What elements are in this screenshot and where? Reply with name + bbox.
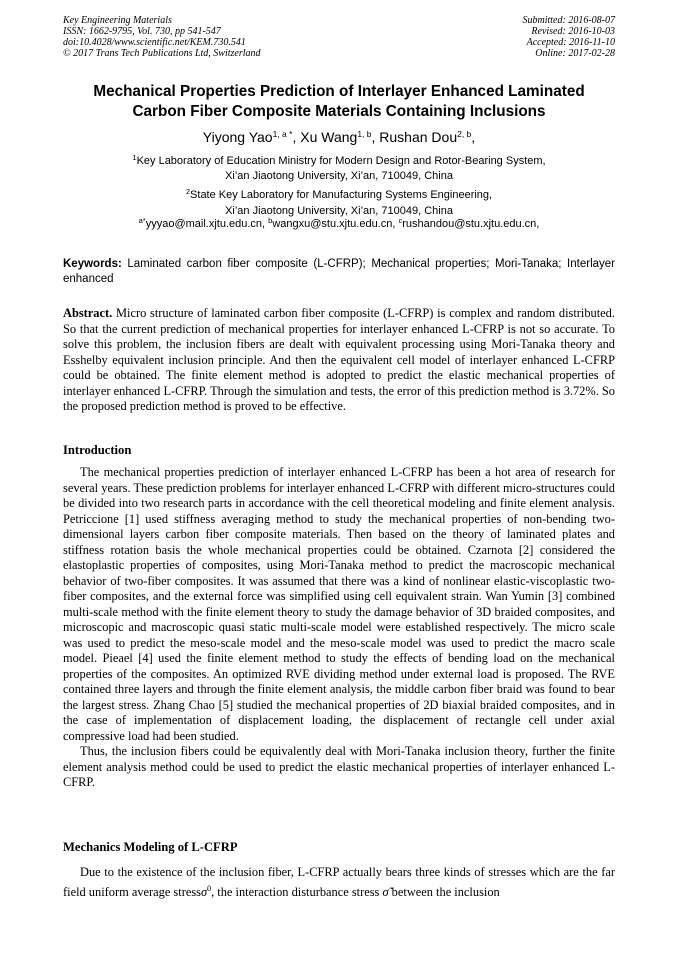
text-run: , the interaction disturbance stress <box>211 884 383 899</box>
paper-title <box>63 82 615 122</box>
email-mark: c <box>398 216 403 225</box>
date-accepted: Accepted: 2016-11-10 <box>526 37 615 48</box>
abstract-text: Micro structure of laminated carbon fiber composite (L-CFRP) is complex and random distributed. So that the current prediction of mechanical properties for interlayer enhanced L-CFRP is not so accurate. To solve this problem, the inclusion fibers are dealt with equivalent processing using Mori-Tanaka theory and Esshelby equivalent inclusion principle. And then the equivalent cell model of interlayer enhanced L-CFRP could be obtained. The finite element method is adopted to predict the elastic mechanical properties of interlayer enhanced L-CFRP. Through the simulation and tests, the error of this prediction method is 3.72%. So the proposed prediction method is proved to be effective. <box>63 306 615 413</box>
email-address: yyyao@mail.xjtu.edu.cn, <box>145 218 269 230</box>
journal-info <box>63 15 383 59</box>
affiliation-2-address: Xi’an Jiaotong University, Xi’an, 710049, China <box>225 204 453 217</box>
email-mark: a* <box>138 216 146 225</box>
mechanics-body <box>63 865 615 900</box>
affiliations <box>63 150 615 219</box>
affiliation-1-address: Xi’an Jiaotong University, Xi’an, 710049, China <box>225 170 453 183</box>
author-affiliation-mark: 2, b <box>457 129 472 139</box>
date-online: Online: 2017-02-28 <box>535 48 615 59</box>
author-separator: , <box>371 129 380 145</box>
paragraph <box>63 865 615 900</box>
keywords-label: Keywords: <box>63 258 122 270</box>
title-line-1: Mechanical Properties Prediction of Interlayer Enhanced Laminated <box>93 83 585 100</box>
text-run: between the inclusion <box>388 884 500 899</box>
author-affiliation-mark: 1, b <box>357 129 372 139</box>
date-submitted: Submitted: 2016-08-07 <box>522 15 615 26</box>
affiliation-text: State Key Laboratory for Manufacturing Systems Engineering, <box>190 189 493 202</box>
keywords-text: Laminated carbon fiber composite (L-CFRP); Mechanical properties; Mori-Tanaka; Interlayer enhanced <box>63 258 615 285</box>
author-separator: , <box>471 129 476 145</box>
sigma-tilde-symbol: σ̃ <box>382 884 389 899</box>
email-mark: b <box>268 216 273 225</box>
journal-copyright: © 2017 Trans Tech Publications Ltd, Switzerland <box>63 48 261 59</box>
author-emails <box>63 214 615 231</box>
journal-doi: doi:10.4028/www.scientific.net/KEM.730.541 <box>63 37 246 48</box>
author-list <box>63 125 615 146</box>
email-address: rushandou@stu.xjtu.edu.cn, <box>402 218 540 230</box>
publication-dates <box>395 15 615 59</box>
section-heading-introduction: Introduction <box>63 443 132 457</box>
sigma-superscript: 0 <box>207 883 212 893</box>
paragraph: Thus, the inclusion fibers could be equivalently deal with Mori-Tanaka inclusion theory, further the finite element analysis method could be used to predict the elastic mechanical properties of interlayer enhanced L-CFRP. <box>63 744 615 789</box>
author-name: Xu Wang <box>300 129 358 145</box>
author-separator: , <box>292 129 301 145</box>
affiliation-mark: 1 <box>132 153 137 162</box>
author-name: Rushan Dou <box>379 129 458 145</box>
email-address: wangxu@stu.xjtu.edu.cn, <box>272 218 399 230</box>
journal-name: Key Engineering Materials <box>63 15 172 26</box>
affiliation-1 <box>63 150 615 169</box>
date-revised: Revised: 2016-10-03 <box>531 26 615 37</box>
journal-issn: ISSN: 1662-9795, Vol. 730, pp 541-547 <box>63 26 221 37</box>
abstract-label: Abstract. <box>63 306 113 320</box>
affiliation-2 <box>63 184 615 203</box>
keywords <box>63 257 615 287</box>
author-affiliation-mark: 1, a * <box>272 129 293 139</box>
title-line-2: Carbon Fiber Composite Materials Containing Inclusions <box>132 103 546 120</box>
sigma-symbol: σ <box>200 884 208 899</box>
section-heading-mechanics: Mechanics Modeling of L-CFRP <box>63 840 238 854</box>
text-run: Due to the existence of the inclusion fiber, L-CFRP actually bears three kinds of stresses which are the far field uniform average stress <box>63 865 615 899</box>
introduction-body <box>63 465 615 791</box>
author-name: Yiyong Yao <box>202 129 273 145</box>
abstract <box>63 306 615 415</box>
affiliation-mark: 2 <box>185 187 191 197</box>
paragraph: The mechanical properties prediction of interlayer enhanced L-CFRP has been a hot area of research for several years. These prediction problems for interlayer enhanced L-CFRP with different micro-structures could be divided into two research parts in accordance with the cell theoretical modeling and finite element analysis. Petriccione [1] used stiffness averaging method to study the mechanical properties of non-bending two-dimensional layers carbon fiber composite materials. Then based on the theory of laminated plates and stiffness rotation basis the whole mechanical properties could be obtained. Czarnota [2] considered the elastoplastic properties of composites, using Mori-Tanaka method to predict the macroscopic mechanical behavior of two-fiber composites. It was assumed that there was a kind of nonlinear elastic-viscoplastic two-fiber composites, and the external force was simplified using cell equivalent strain. Wan Yumin [3] combined multi-scale method with the finite element theory to study the damage behavior of 3D braided composites, and microscopic and macroscopic quasi static multi-scale model were established respectively. The micro scale was used to predict the meso-scale model and the meso-scale model was used to predict the macro scale model. Pieael [4] used the finite element method to study the effects of bending load on the mechanical properties of the composites. An optimized RVE dividing method under external load is proposed. The RVE contained three layers and through the finite element analysis, the middle carbon fiber braid was found to bear the largest stress. Zhang Chao [5] studied the mechanical properties of 2D biaxial braided composites, and in the case of implementation of displacement loading, the displacement of rectangle cell under axial compressive load had been studied. <box>63 465 615 743</box>
affiliation-text: Key Laboratory of Education Ministry for Modern Design and Rotor-Bearing System, <box>136 155 546 167</box>
